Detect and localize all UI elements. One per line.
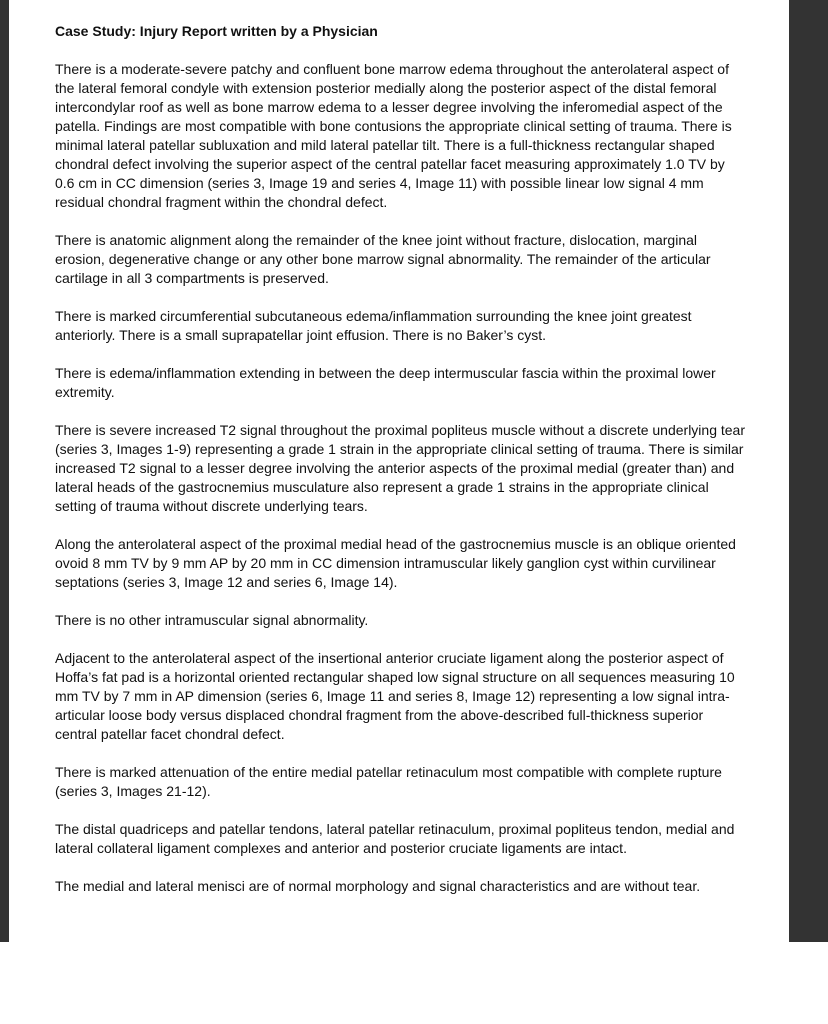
report-paragraph: There is a moderate-severe patchy and confluent bone marrow edema throughout the anterolateral aspect of the lateral femoral condyle with extension posterior medially along the posterior aspect of the distal femoral intercondylar roof as well as bone marrow edema to a lesser degree involving the inferomedial aspect of the patella. Findings are most compatible with bone contusions the appropriate clinical setting of trauma. There is minimal lateral patellar subluxation and mild lateral patellar tilt. There is a full-thickness rectangular shaped chondral defect involving the superior aspect of the central patellar facet measuring approximately 1.0 TV by 0.6 cm in CC dimension (series 3, Image 19 and series 4, Image 11) with possible linear low signal 4 mm residual chondral fragment within the chondral defect. xyxy=(55,61,732,210)
left-viewer-border xyxy=(0,0,9,942)
report-paragraph: There is no other intramuscular signal abnormality. xyxy=(55,612,369,628)
report-paragraph: There is edema/inflammation extending in between the deep intermuscular fascia within the proximal lower extremity. xyxy=(55,365,716,400)
report-paragraph: There is marked attenuation of the entire medial patellar retinaculum most compatible with complete rupture (series 3, Images 21-12). xyxy=(55,764,722,799)
document-page xyxy=(9,0,789,942)
report-paragraph: Along the anterolateral aspect of the proximal medial head of the gastrocnemius muscle is an oblique oriented ovoid 8 mm TV by 9 mm AP by 20 mm in CC dimension intramuscular likely ganglion cyst within curvilinear septations (series 3, Image 12 and series 6, Image 14). xyxy=(55,536,736,590)
report-paragraph: Adjacent to the anterolateral aspect of the insertional anterior cruciate ligament along the posterior aspect of Hoffa’s fat pad is a horizontal oriented rectangular shaped low signal structure on all sequences measuring 10 mm TV by 7 mm in AP dimension (series 6, Image 11 and series 8, Image 12) representing a low signal intra-articular loose body versus displaced chondral fragment from the above-described full-thickness superior central patellar facet chondral defect. xyxy=(55,650,735,742)
report-paragraph: The medial and lateral menisci are of normal morphology and signal characteristics and are without tear. xyxy=(55,878,701,894)
report-paragraph: The distal quadriceps and patellar tendons, lateral patellar retinaculum, proximal popliteus tendon, medial and lateral collateral ligament complexes and anterior and posterior cruciate ligaments are intact. xyxy=(55,821,735,856)
report-title: Case Study: Injury Report written by a Physician xyxy=(55,23,378,39)
report-paragraph: There is anatomic alignment along the remainder of the knee joint without fracture, dislocation, marginal erosion, degenerative change or any other bone marrow signal abnormality. The remainder of the articular cartilage in all 3 compartments is preserved. xyxy=(55,232,711,286)
report-content xyxy=(55,22,745,915)
report-paragraph: There is severe increased T2 signal throughout the proximal popliteus muscle without a discrete underlying tear (series 3, Images 1-9) representing a grade 1 strain in the appropriate clinical setting of trauma. There is similar increased T2 signal to a lesser degree involving the anterior aspects of the proximal medial (greater than) and lateral heads of the gastrocnemius musculature also represent a grade 1 strains in the appropriate clinical setting of trauma without discrete underlying tears. xyxy=(55,422,745,514)
report-paragraph: There is marked circumferential subcutaneous edema/inflammation surrounding the knee joint greatest anteriorly. There is a small suprapatellar joint effusion. There is no Baker’s cyst. xyxy=(55,308,692,343)
right-viewer-border xyxy=(789,0,828,942)
